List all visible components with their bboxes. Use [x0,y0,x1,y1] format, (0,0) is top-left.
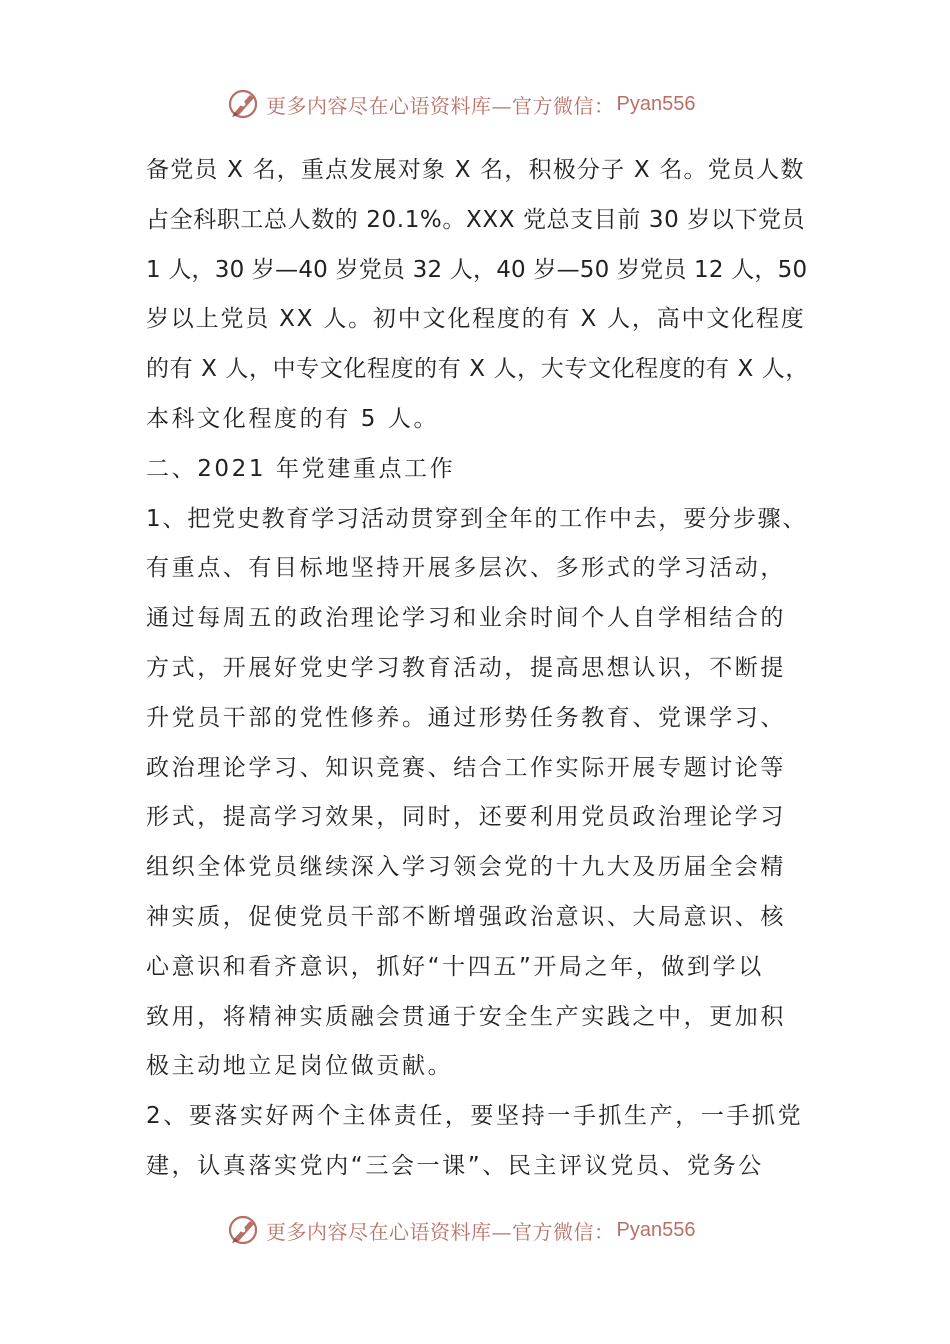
pen-logo-icon [226,86,262,122]
text-line: 通过每周五的政治理论学习和业余时间个人自学相结合的 [146,605,786,632]
text-line: 心意识和看齐意识，抓好“十四五”开局之年，做到学以 [146,953,764,980]
text-line: 的有 X 人，中专文化程度的有 X 人，大专文化程度的有 X 人， [146,356,809,383]
text-line: 1、把党史教育学习活动贯穿到全年的工作中去，要分步骤、 [146,505,808,532]
text-line: 政治理论学习、知识竞赛、结合工作实际开展专题讨论等 [146,754,786,781]
document-body [146,146,810,1192]
watermark-text: 更多内容尽在心语资料库—官方微信： [266,93,615,118]
footer-watermark [226,1210,695,1250]
text-line: 备党员 X 名，重点发展对象 X 名，积极分子 X 名。党员人数 [146,157,805,183]
text-line: 占全科职工总人数的 20.1%。XXX 党总支目前 30 岁以下党员 [146,206,806,233]
text-line: 2、要落实好两个主体责任，要坚持一手抓生产，一手抓党 [146,1103,804,1130]
text-line: 升党员干部的党性修养。通过形势任务教育、党课学习、 [146,704,786,731]
pen-logo-icon [226,1212,262,1248]
section-heading: 二、2021 年党建重点工作 [146,455,456,482]
watermark-wechat-id: Pyan556 [616,1218,696,1241]
text-line: 方式，开展好党史学习教育活动，提高思想认识，不断提 [146,654,786,681]
text-line: 岁以上党员 XX 人。初中文化程度的有 X 人，高中文化程度 [146,306,806,333]
text-line: 有重点、有目标地坚持开展多层次、多形式的学习活动， [146,555,786,582]
text-line: 1 人，30 岁—40 岁党员 32 人，40 岁—50 岁党员 12 人，50 [146,256,808,283]
text-line: 建，认真落实党内“三会一课”、民主评议党员、党务公 [146,1152,764,1179]
watermark-wechat-id: Pyan556 [616,92,696,115]
text-line: 形式，提高学习效果，同时，还要利用党员政治理论学习 [146,804,786,831]
header-watermark [226,84,695,124]
text-line: 神实质，促使党员干部不断增强政治意识、大局意识、核 [146,903,786,930]
text-line: 极主动地立足岗位做贡献。 [146,1053,454,1080]
watermark-text: 更多内容尽在心语资料库—官方微信： [266,1219,615,1244]
text-line: 致用，将精神实质融会贯通于安全生产实践之中，更加积 [146,1003,786,1030]
text-line: 本科文化程度的有 5 人。 [146,405,440,432]
text-line: 组织全体党员继续深入学习领会党的十九大及历届全会精 [146,854,786,881]
